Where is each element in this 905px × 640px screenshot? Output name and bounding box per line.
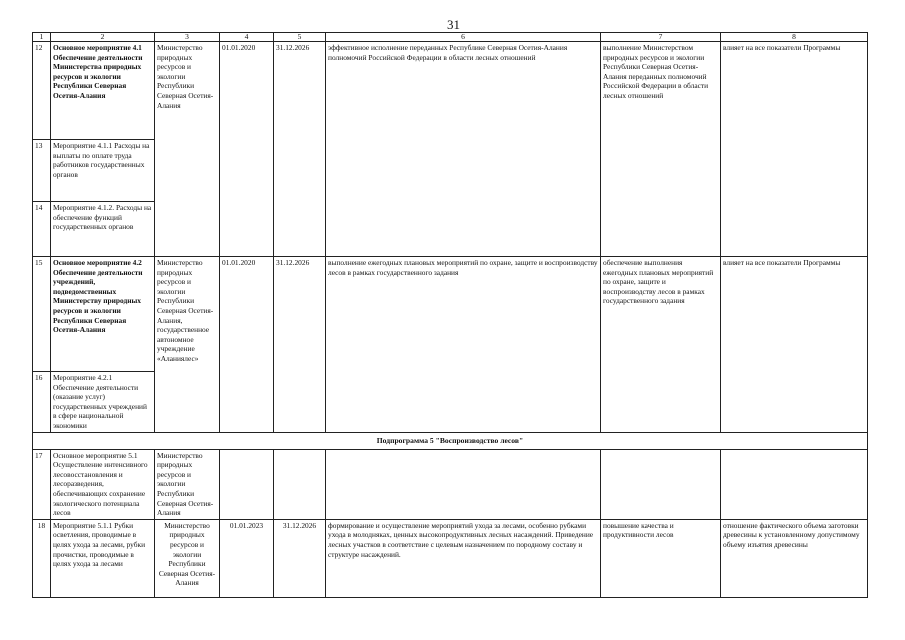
row-number: 14 bbox=[33, 202, 51, 257]
table-row bbox=[33, 519, 868, 597]
col-header: 3 bbox=[155, 33, 220, 42]
activity-name: Основное мероприятие 4.2 Обеспечение деятельности учреждений, подведомственных Министерству природных ресурсов и экологии Республики Северная Осетия-Алания bbox=[51, 257, 155, 372]
col-header: 7 bbox=[601, 33, 721, 42]
expected-result: выполнение Министерством природных ресурсов и экологии Республики Северная Осетия-Алания переданных полномочий Российской Федерации в области лесных отношений bbox=[601, 42, 721, 257]
row-number: 15 bbox=[33, 257, 51, 372]
description: выполнение ежегодных плановых мероприятий по охране, защите и воспроизводству лесов в рамках государственного задания bbox=[326, 257, 601, 433]
col-header: 8 bbox=[721, 33, 868, 42]
page-number: 31 bbox=[447, 17, 460, 32]
col-header: 1 bbox=[33, 33, 51, 42]
start-date: 01.01.2020 bbox=[220, 42, 274, 257]
row-number: 18 bbox=[33, 519, 51, 597]
col-header: 2 bbox=[51, 33, 155, 42]
executor: Министерство природных ресурсов и экологии Республики Северная Осетия-Алания, государственное автономное учреждение «Аланиялес» bbox=[155, 257, 220, 433]
expected-result: повышение качества и продуктивности лесов bbox=[601, 519, 721, 597]
row-number: 17 bbox=[33, 449, 51, 519]
executor: Министерство природных ресурсов и экологии Республики Северная Осетия-Алания bbox=[155, 42, 220, 257]
start-date: 01.01.2020 bbox=[220, 257, 274, 433]
expected-result bbox=[601, 449, 721, 519]
indicator-link: отношение фактического объема заготовки древесины к установленному допустимому объему изъятия древесины bbox=[721, 519, 868, 597]
description: эффективное исполнение переданных Республике Северная Осетия-Алания полномочий Российской Федерации в области лесных отношений bbox=[326, 42, 601, 257]
executor: Министерство природных ресурсов и экологии Республики Северная Осетия-Алания bbox=[155, 449, 220, 519]
col-header: 5 bbox=[274, 33, 326, 42]
end-date: 31.12.2026 bbox=[274, 519, 326, 597]
program-activities-table bbox=[32, 32, 868, 598]
col-header: 4 bbox=[220, 33, 274, 42]
table-row bbox=[33, 257, 868, 372]
row-number: 13 bbox=[33, 140, 51, 202]
description bbox=[326, 449, 601, 519]
expected-result: обеспечение выполнения ежегодных плановых мероприятий по охране, защите и воспроизводству лесов в рамках государственного задания bbox=[601, 257, 721, 433]
activity-name: Основное мероприятие 4.1 Обеспечение деятельности Министерства природных ресурсов и экологии Республики Северная Осетия-Алания bbox=[51, 42, 155, 140]
indicator-link: влияет на все показатели Программы bbox=[721, 257, 868, 433]
row-number: 12 bbox=[33, 42, 51, 140]
activity-name: Мероприятие 5.1.1 Рубки осветления, проводимые в целях ухода за лесами, рубки прочистки, проводимые в целях ухода за лесами bbox=[51, 519, 155, 597]
activity-name: Мероприятие 4.1.1 Расходы на выплаты по оплате труда работников государственных органов bbox=[51, 140, 155, 202]
subprogram-row bbox=[33, 432, 868, 449]
end-date: 31.12.2026 bbox=[274, 42, 326, 257]
end-date: 31.12.2026 bbox=[274, 257, 326, 433]
column-number-row bbox=[33, 33, 868, 42]
indicator-link bbox=[721, 449, 868, 519]
executor: Министерство природных ресурсов и экологии Республики Северная Осетия-Алания bbox=[155, 519, 220, 597]
table-row bbox=[33, 42, 868, 140]
start-date: 01.01.2023 bbox=[220, 519, 274, 597]
description: формирование и осуществление мероприятий ухода за лесами, особенно рубками ухода в молодняках, ценных высокопродуктивных лесных насаждений. Приведение лесных участков в соответствие с целевым назначением по породному составу и структуре насаждений. bbox=[326, 519, 601, 597]
activity-name: Мероприятие 4.1.2. Расходы на обеспечение функций государственных органов bbox=[51, 202, 155, 257]
col-header: 6 bbox=[326, 33, 601, 42]
row-number: 16 bbox=[33, 372, 51, 433]
activity-name: Мероприятие 4.2.1 Обеспечение деятельности (оказание услуг) государственных учреждений в сфере национальной экономики bbox=[51, 372, 155, 433]
indicator-link: влияет на все показатели Программы bbox=[721, 42, 868, 257]
table-row bbox=[33, 449, 868, 519]
end-date bbox=[274, 449, 326, 519]
activity-name: Основное мероприятие 5.1 Осуществление интенсивного лесовосстановления и лесоразведения, обеспечивающих сохранение экологического потенциала лесов bbox=[51, 449, 155, 519]
subprogram-title: Подпрограмма 5 "Воспроизводство лесов" bbox=[33, 432, 868, 449]
start-date bbox=[220, 449, 274, 519]
